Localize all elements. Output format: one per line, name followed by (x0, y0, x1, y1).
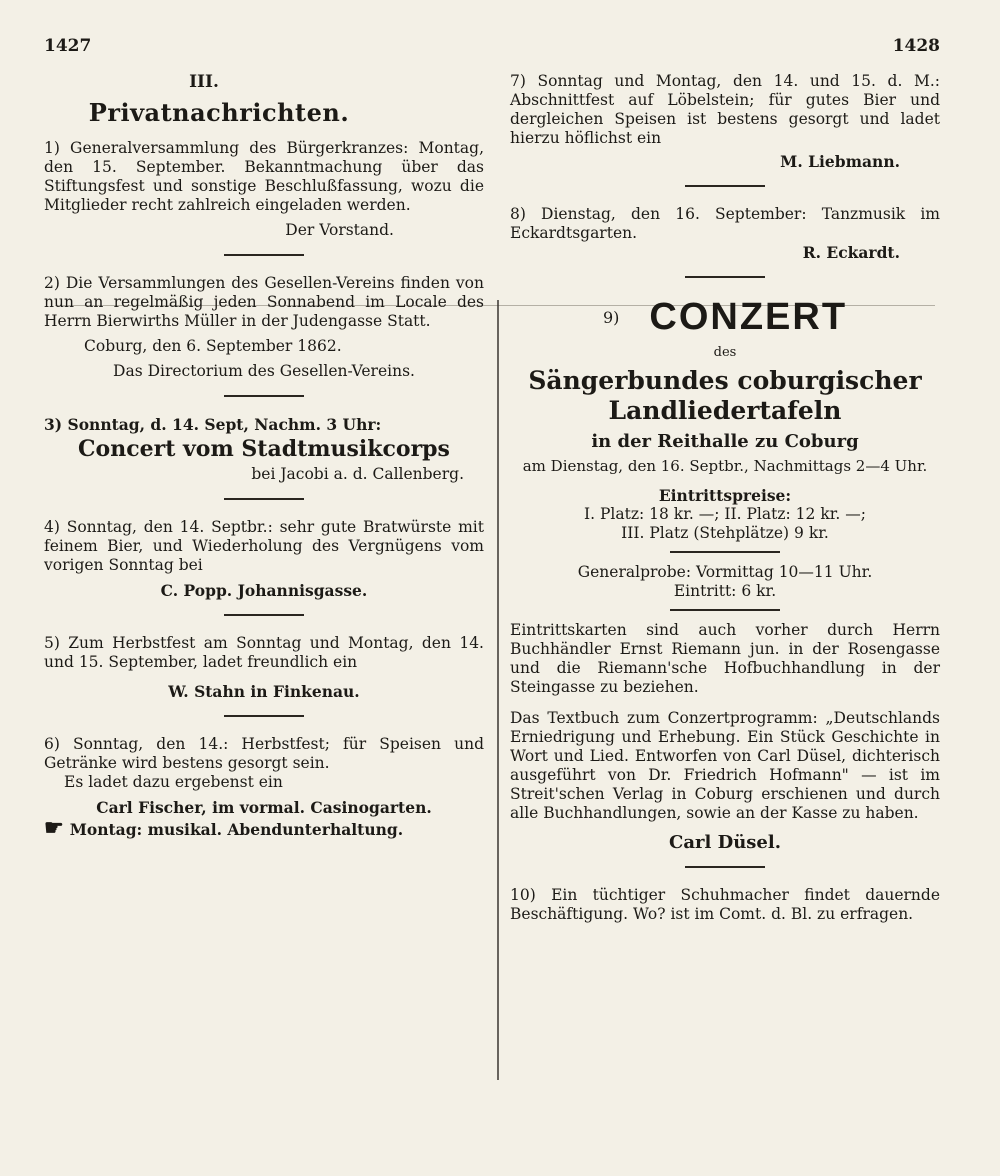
concert-signature: Carl Düsel. (669, 832, 781, 853)
concert-organizer: Sängerbundes coburgischer Landliedertafeln (528, 366, 922, 425)
separator (224, 498, 304, 500)
textbook-text: Das Textbuch zum Conzertprogramm: „Deutschlands Erniedrigung und Erhebung. Ein Stück Geschichte in Wort und Lied. Entworfen von Carl Düsel, dichterisch ausgeführt von Dr. Friedrich Hofmann" — ist im Streit'schen Verlag in Coburg erschienen und durch alle Buchhandlungen, sowie an der Kasse zu haben. (510, 709, 940, 822)
section-title: Privatnachrichten. (88, 98, 350, 127)
notice-signature: M. Liebmann. (780, 152, 900, 171)
notice-signature: Das Directorium des Gesellen-Vereins. (113, 362, 415, 380)
separator (224, 254, 304, 256)
concert-venue: in der Reithalle zu Coburg (591, 431, 859, 452)
notice-text: 5) Zum Herbstfest am Sonntag und Montag, den 14. und 15. September, ladet freundlich ein (44, 634, 484, 671)
column-divider (497, 300, 499, 1080)
page-number-right: 1428 (892, 36, 940, 56)
notice-line: 3) Sonntag, d. 14. Sept, Nachm. 3 Uhr: (44, 415, 382, 434)
separator (224, 614, 304, 616)
section-number: III. (189, 72, 219, 92)
notice-signature: Der Vorstand. (285, 221, 394, 239)
separator (670, 551, 780, 553)
prices-line-1: I. Platz: 18 kr. —; II. Platz: 12 kr. —; (584, 505, 866, 523)
notice-4 (44, 518, 484, 600)
separator (224, 715, 304, 717)
separator (685, 185, 765, 187)
separator (670, 609, 780, 611)
notice-text: 2) Die Versammlungen des Gesellen-Vereins finden von nun an regelmäßig jeden Sonnabend im Locale des Herrn Bierwirths Müller in der Judengasse Statt. (44, 274, 484, 330)
prices-line-2: III. Platz (Stehplätze) 9 kr. (621, 524, 829, 542)
page-number-left: 1427 (44, 36, 92, 56)
notice-5 (44, 634, 484, 701)
rehearsal-line: Generalprobe: Vormittag 10—11 Uhr. (577, 563, 873, 581)
pointing-hand-icon: ☛ (44, 815, 64, 841)
prices-title: Eintrittspreise: (658, 486, 792, 505)
notice-8 (510, 205, 940, 262)
left-column (44, 72, 484, 839)
separator (685, 866, 765, 868)
concert-title: CONZERT (649, 296, 848, 338)
concert-date: am Dienstag, den 16. Septbr., Nachmittags 2—4 Uhr. (522, 457, 928, 475)
separator (224, 395, 304, 397)
notice-6 (44, 735, 484, 839)
notice-text: 10) Ein tüchtiger Schuhmacher findet dauernde Beschäftigung. Wo? ist im Comt. d. Bl. zu erfragen. (510, 886, 940, 923)
notice-signature: R. Eckardt. (802, 243, 900, 262)
notice-2 (44, 274, 484, 381)
notice-7 (510, 72, 940, 171)
notice-line: Es ladet dazu ergebenst ein (64, 773, 283, 791)
separator (685, 276, 765, 278)
notice-text: 1) Generalversammlung des Bürgerkranzes: Montag, den 15. September. Bekanntmachung über das Stiftungsfest und sonstige Beschlußfassung, wozu die Mitglieder recht zahlreich eingeladen werden. (44, 139, 484, 214)
notice-signature: C. Popp. Johannisgasse. (160, 581, 368, 600)
right-column (510, 72, 940, 924)
notice-9 (510, 296, 940, 852)
concert-des: des (713, 345, 737, 360)
notice-signature: Carl Fischer, im vormal. Casinogarten. (96, 798, 432, 817)
notice-3 (44, 415, 484, 484)
notice-line: bei Jacobi a. d. Callenberg. (251, 465, 464, 483)
rehearsal-fee: Eintritt: 6 kr. (673, 582, 777, 600)
notice-10 (510, 886, 940, 924)
notice-1 (44, 139, 484, 240)
notice-text: 7) Sonntag und Montag, den 14. und 15. d. M.: Abschnittfest auf Löbelstein; für gutes Bier und dergleichen Speisen ist bestens gesorgt und ladet hierzu höflichst ein (510, 72, 940, 147)
notice-place-date: Coburg, den 6. September 1862. (84, 337, 342, 355)
notice-headline: Concert vom Stadtmusikcorps (78, 436, 450, 462)
notice-text: 8) Dienstag, den 16. September: Tanzmusik im Eckardtsgarten. (510, 205, 940, 242)
notice-text: 6) Sonntag, den 14.: Herbstfest; für Speisen und Getränke wird bestens gesorgt sein. (44, 735, 484, 772)
notice-extra: Montag: musikal. Abendunterhaltung. (69, 820, 404, 839)
tickets-text: Eintrittskarten sind auch vorher durch Herrn Buchhändler Ernst Riemann jun. in der Rosengasse und die Riemann'sche Hofbuchhandlung in der Steingasse zu beziehen. (510, 621, 940, 696)
notice-signature: W. Stahn in Finkenau. (168, 682, 360, 701)
notice-text: 4) Sonntag, den 14. Septbr.: sehr gute Bratwürste mit feinem Bier, und Wiederholung des Vergnügens vom vorigen Sonntag bei (44, 518, 484, 574)
notice-number: 9) (602, 308, 620, 327)
